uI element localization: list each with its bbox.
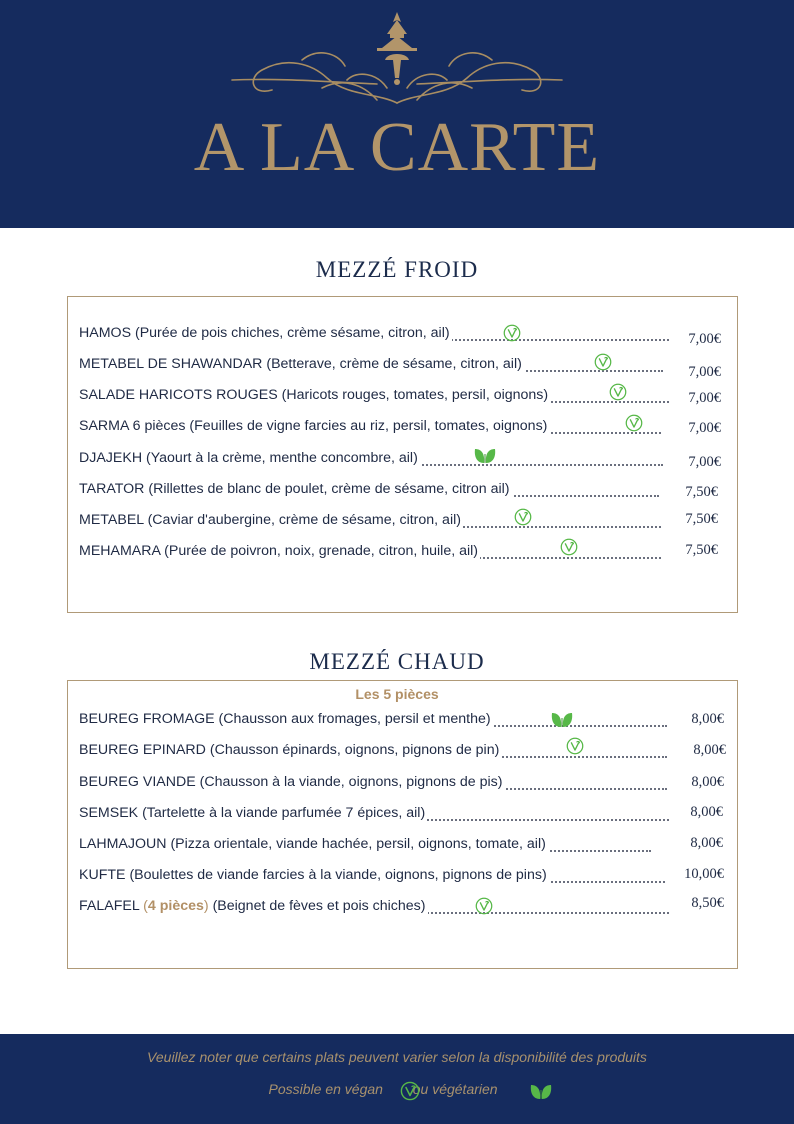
item-price: 7,00€ bbox=[688, 331, 721, 347]
item-price: 8,00€ bbox=[693, 742, 726, 758]
ornament-icon bbox=[227, 8, 567, 113]
vegetarian-leaf-icon bbox=[473, 445, 497, 465]
item-price: 8,50€ bbox=[691, 895, 724, 911]
vegan-icon bbox=[475, 897, 493, 915]
item-name: BEUREG FROMAGE (Chausson aux fromages, persil et menthe) bbox=[79, 711, 667, 731]
item-name: MEHAMARA (Purée de poivron, noix, grenade, citron, huile, ail) bbox=[79, 543, 661, 563]
section-subtitle: Les 5 pièces bbox=[355, 686, 439, 702]
item-name: BEUREG VIANDE (Chausson à la viande, oignons, pignons de pis) bbox=[79, 774, 667, 794]
header-banner bbox=[0, 0, 794, 228]
item-name: BEUREG EPINARD (Chausson épinards, oignons, pignons de pin) bbox=[79, 742, 667, 762]
item-name: METABEL DE SHAWANDAR (Betterave, crème de sésame, citron, ail) bbox=[79, 356, 663, 376]
item-price: 7,50€ bbox=[685, 484, 718, 500]
vegan-icon bbox=[594, 353, 612, 371]
vegetarian-leaf-icon bbox=[550, 709, 574, 729]
diet-legend: Possible en végan ou végétarien bbox=[268, 1081, 498, 1097]
item-price: 7,50€ bbox=[685, 511, 718, 527]
item-price: 8,00€ bbox=[690, 804, 723, 820]
item-name: DJAJEKH (Yaourt à la crème, menthe concombre, ail) bbox=[79, 450, 663, 470]
item-name: SALADE HARICOTS ROUGES (Haricots rouges, tomates, persil, oignons) bbox=[79, 387, 669, 407]
vegan-icon bbox=[609, 383, 627, 401]
item-name: LAHMAJOUN (Pizza orientale, viande hachée, persil, oignons, tomate, ail) bbox=[79, 836, 651, 856]
vegan-icon bbox=[625, 414, 643, 432]
item-name: KUFTE (Boulettes de viande farcies à la viande, oignons, pignons de pins) bbox=[79, 867, 665, 887]
vegan-icon bbox=[560, 538, 578, 556]
item-price: 8,00€ bbox=[691, 711, 724, 727]
item-price: 7,50€ bbox=[685, 542, 718, 558]
item-price: 8,00€ bbox=[691, 774, 724, 790]
item-name: TARATOR (Rillettes de blanc de poulet, crème de sésame, citron ail) bbox=[79, 481, 659, 501]
item-price: 7,00€ bbox=[688, 364, 721, 380]
item-name: HAMOS (Purée de pois chiches, crème sésame, citron, ail) bbox=[79, 325, 669, 345]
availability-note: Veuillez noter que certains plats peuvent varier selon la disponibilité des produits bbox=[147, 1049, 647, 1065]
vegan-icon bbox=[400, 1081, 420, 1101]
item-name: METABEL (Caviar d'aubergine, crème de sésame, citron, ail) bbox=[79, 512, 661, 532]
item-name: SARMA 6 pièces (Feuilles de vigne farcies au riz, persil, tomates, oignons) bbox=[79, 418, 661, 438]
section-title-mezze-chaud: MEZZÉ CHAUD bbox=[309, 649, 485, 674]
vegetarian-leaf-icon bbox=[529, 1081, 553, 1101]
item-price: 10,00€ bbox=[684, 866, 724, 882]
item-price: 7,00€ bbox=[688, 454, 721, 470]
footer-banner bbox=[0, 1034, 794, 1124]
item-price: 8,00€ bbox=[690, 835, 723, 851]
vegan-icon bbox=[566, 737, 584, 755]
vegan-icon bbox=[503, 324, 521, 342]
item-name: FALAFEL (4 pièces) (Beignet de fèves et pois chiches) bbox=[79, 898, 669, 918]
item-name: SEMSEK (Tartelette à la viande parfumée 7 épices, ail) bbox=[79, 805, 669, 825]
item-price: 7,00€ bbox=[688, 390, 721, 406]
page-title: A LA CARTE bbox=[193, 109, 601, 186]
item-price: 7,00€ bbox=[688, 420, 721, 436]
vegan-icon bbox=[514, 508, 532, 526]
section-title-mezze-froid: MEZZÉ FROID bbox=[315, 257, 479, 282]
